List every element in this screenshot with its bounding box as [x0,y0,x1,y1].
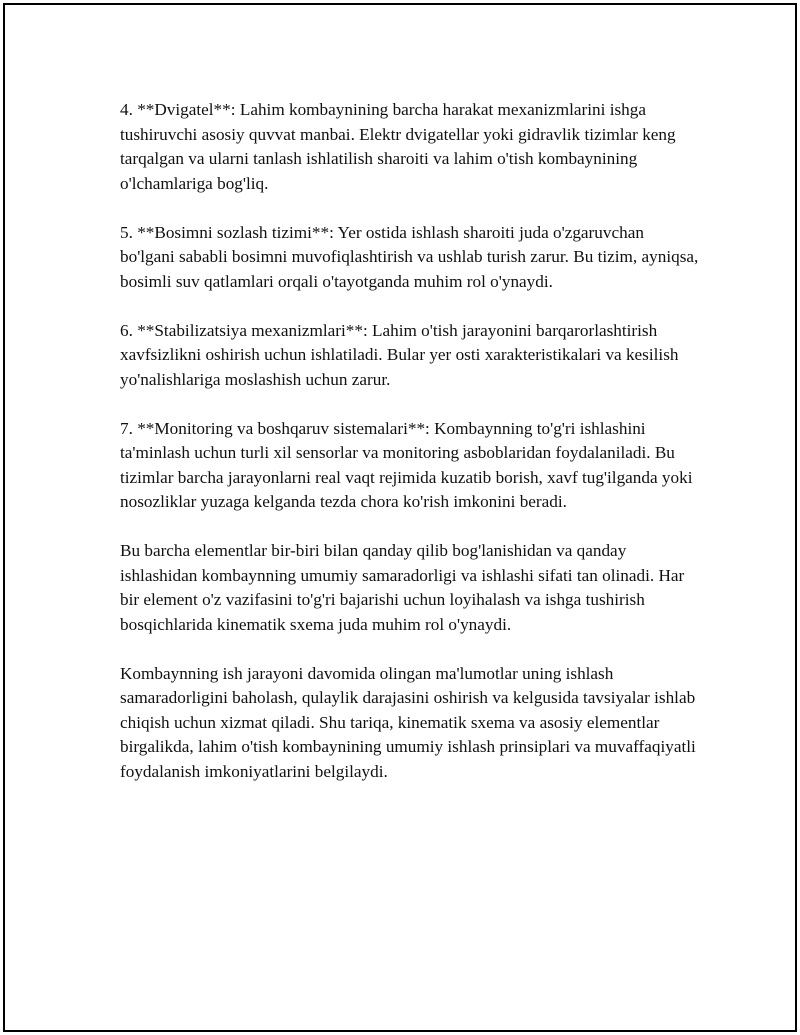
paragraph-stabilizatsiya: 6. **Stabilizatsiya mexanizmlari**: Lahim o'tish jarayonini barqarorlashtirish xavfsizlikni oshirish uchun ishlatiladi. Bular yer osti xarakteristikalari va kesilish yo'nalishlariga moslashish uchun zarur. [120,320,679,389]
paragraph-elementlar-boglanishi: Bu barcha elementlar bir-biri bilan qanday qilib bog'lanishidan va qanday ishlashidan kombaynning umumiy samaradorligi va ishlashi sifati tan olinadi. Har bir element o'z vazifasini to'g'ri bajarishi uchun loyihalash va ishga tushirish bosqichlarida kinematik sxema juda muhim rol o'ynaydi. [120,541,685,634]
paragraph-dvigatel: 4. **Dvigatel**: Lahim kombaynining barcha harakat mexanizmlarini ishga tushiruvchi asosiy quvvat manbai. Elektr dvigatellar yoki gidravlik tizimlar keng tarqalgan va ularni tanlash ishlatilish sharoiti va lahim o'tish kombaynining o'lchamlariga bog'liq. [120,100,676,193]
paragraph-monitoring: 7. **Monitoring va boshqaruv sistemalari**: Kombaynning to'g'ri ishlashini ta'minlash uchun turli xil sensorlar va monitoring asboblaridan foydalaniladi. Bu tizimlar barcha jarayonlarni real vaqt rejimida kuzatib borish, xavf tug'ilganda yoki nosozliklar yuzaga kelganda tezda chora ko'rish imkonini beradi. [120,418,693,511]
paragraph-xulosa: Kombaynning ish jarayoni davomida olingan ma'lumotlar uning ishlash samaradorligini baholash, qulaylik darajasini oshirish va kelgusida tavsiyalar ishlab chiqish uchun xizmat qiladi. Shu tariqa, kinematik sxema va asosiy elementlar birgalikda, lahim o'tish kombaynining umumiy ishlash prinsiplari va muvaffaqiyatli foydalanish imkoniyatlarini belgilaydi. [120,663,696,781]
paragraph-bosimni-sozlash: 5. **Bosimni sozlash tizimi**: Yer ostida ishlash sharoiti juda o'zgaruvchan bo'lgani sababli bosimni muvofiqlashtirish va ushlab turish zarur. Bu tizim, ayniqsa, bosimli suv qatlamlari orqali o'tayotganda muhim rol o'ynaydi. [120,222,699,291]
document-page [3,3,797,1032]
document-body [120,98,700,809]
